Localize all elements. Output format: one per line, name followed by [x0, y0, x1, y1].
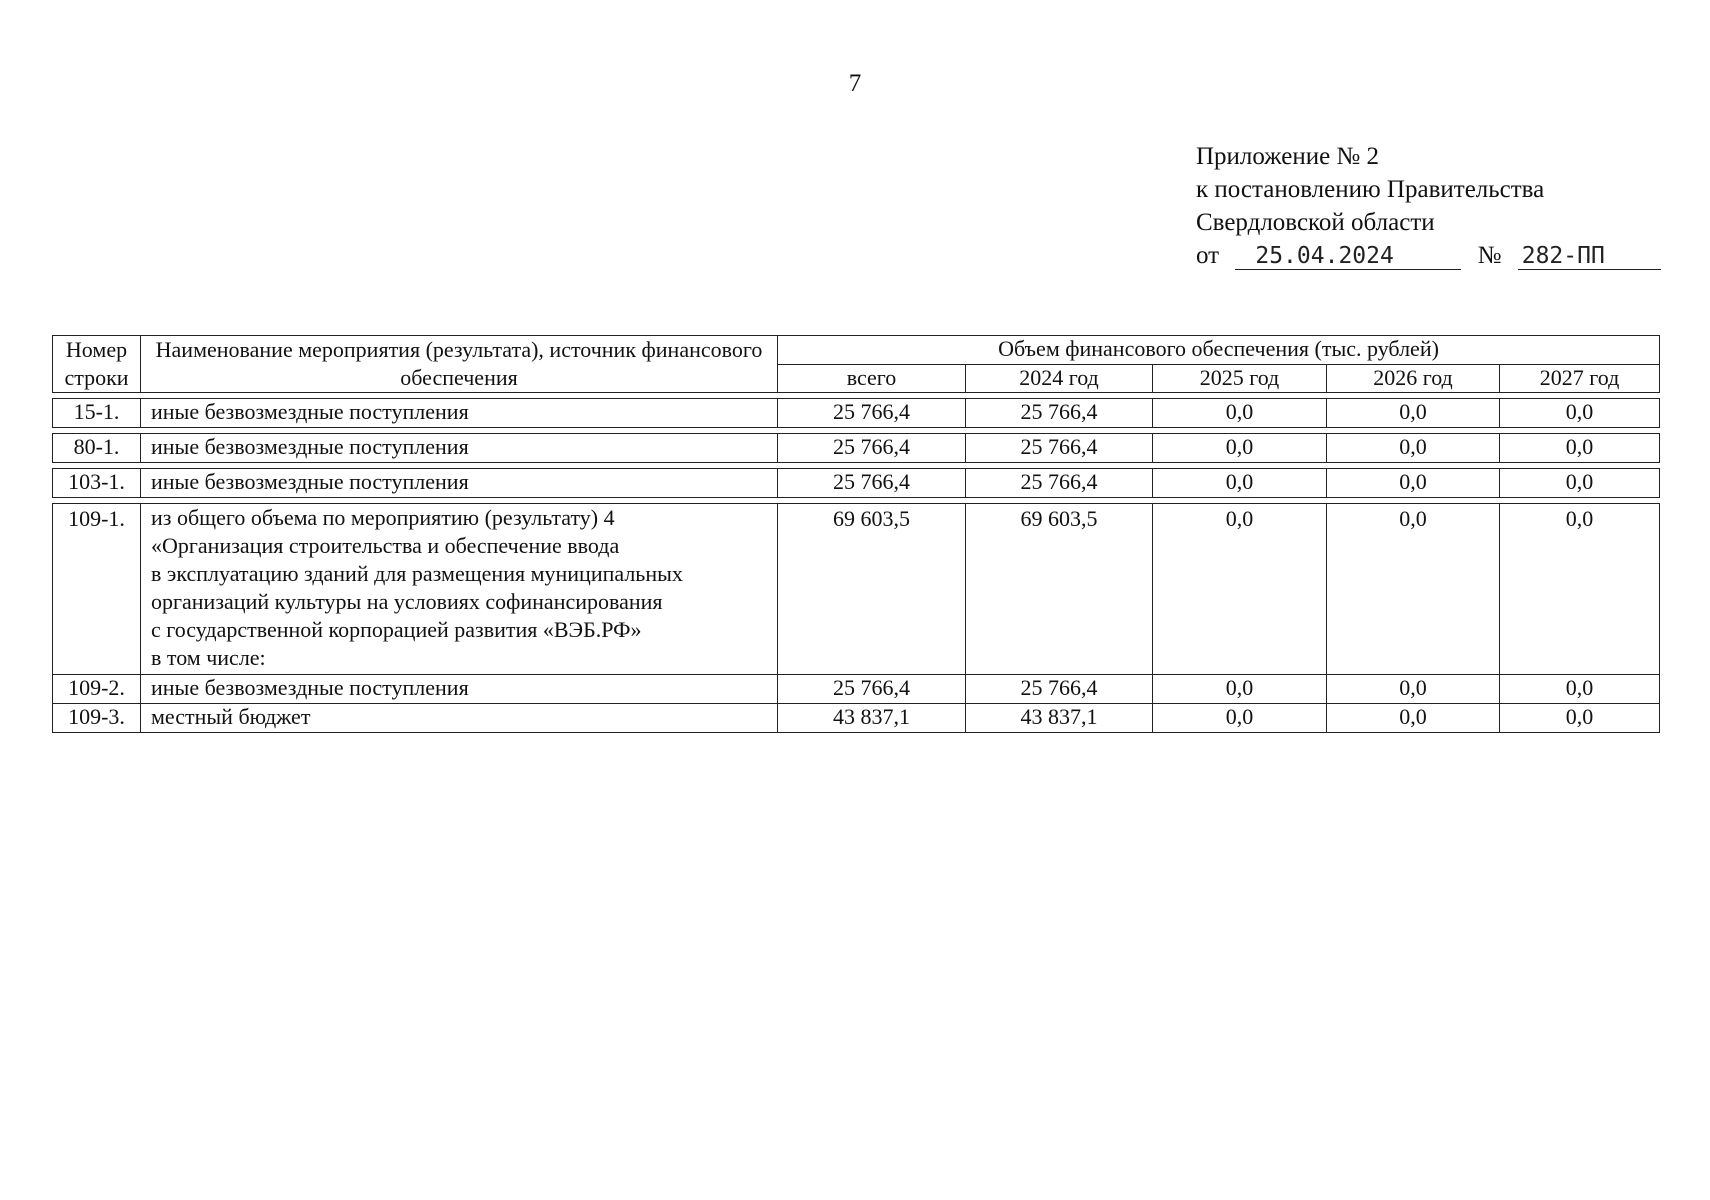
value-2027: 0,0	[1500, 469, 1660, 498]
row-number: 80-1.	[53, 434, 141, 463]
row-name-line: в том числе:	[151, 645, 266, 670]
row-name: иные безвозмездные поступления	[141, 399, 778, 428]
value-2024: 25 766,4	[966, 399, 1153, 428]
table-row	[53, 504, 1660, 675]
header-volume: Объем финансового обеспечения (тыс. рублей)	[778, 336, 1660, 365]
row-number: 103-1.	[53, 469, 141, 498]
table-header-row	[53, 336, 1660, 365]
value-2027: 0,0	[1500, 434, 1660, 463]
value-2024: 25 766,4	[966, 675, 1153, 704]
page-number: 7	[848, 70, 862, 97]
value-2026: 0,0	[1327, 469, 1500, 498]
appendix-block	[1196, 140, 1661, 272]
table-row	[53, 434, 1660, 463]
value-2025: 0,0	[1153, 704, 1327, 733]
value-2025: 0,0	[1153, 469, 1327, 498]
value-2025: 0,0	[1153, 434, 1327, 463]
row-name: иные безвозмездные поступления	[141, 469, 778, 498]
value-total: 69 603,5	[778, 504, 966, 675]
appendix-resolution-line: к постановлению Правительства	[1196, 176, 1545, 203]
resolution-number: 282-ПП	[1518, 243, 1661, 270]
row-name: местный бюджет	[141, 704, 778, 733]
row-name-line: с государственной корпорацией развития «ВЭБ.РФ»	[151, 617, 642, 642]
value-total: 25 766,4	[778, 469, 966, 498]
resolution-date: 25.04.2024	[1235, 243, 1461, 270]
value-2027: 0,0	[1500, 704, 1660, 733]
value-2026: 0,0	[1327, 675, 1500, 704]
row-name-line: организаций культуры на условиях софинансирования	[151, 589, 663, 614]
row-name: иные безвозмездные поступления	[141, 434, 778, 463]
value-2025: 0,0	[1153, 504, 1327, 675]
value-total: 25 766,4	[778, 675, 966, 704]
row-name	[141, 504, 778, 675]
value-2026: 0,0	[1327, 504, 1500, 675]
table-row	[53, 399, 1660, 428]
value-2025: 0,0	[1153, 399, 1327, 428]
value-total: 25 766,4	[778, 434, 966, 463]
financing-table-wrap	[52, 335, 1659, 733]
row-number: 15-1.	[53, 399, 141, 428]
row-name-line: из общего объема по мероприятию (результату) 4	[151, 505, 615, 530]
value-2026: 0,0	[1327, 399, 1500, 428]
header-col-2026: 2026 год	[1327, 364, 1500, 393]
value-2024: 25 766,4	[966, 469, 1153, 498]
header-col-2025: 2025 год	[1153, 364, 1327, 393]
value-2026: 0,0	[1327, 434, 1500, 463]
appendix-date-number-line	[1196, 239, 1661, 272]
row-number: 109-3.	[53, 704, 141, 733]
appendix-title: Приложение № 2	[1196, 143, 1380, 170]
value-2024: 25 766,4	[966, 434, 1153, 463]
row-number: 109-2.	[53, 675, 141, 704]
value-2027: 0,0	[1500, 675, 1660, 704]
value-2027: 0,0	[1500, 504, 1660, 675]
header-row-number: Номер строки	[53, 336, 141, 393]
number-sign: №	[1477, 242, 1502, 269]
value-2025: 0,0	[1153, 675, 1327, 704]
value-2024: 69 603,5	[966, 504, 1153, 675]
header-col-2024: 2024 год	[966, 364, 1153, 393]
table-row	[53, 704, 1660, 733]
table-row	[53, 469, 1660, 498]
value-2024: 43 837,1	[966, 704, 1153, 733]
value-total: 43 837,1	[778, 704, 966, 733]
table-row	[53, 675, 1660, 704]
row-name-line: в эксплуатацию зданий для размещения муниципальных	[151, 561, 683, 586]
row-name-line: «Организация строительства и обеспечение ввода	[151, 533, 620, 558]
header-col-total: всего	[778, 364, 966, 393]
value-2026: 0,0	[1327, 704, 1500, 733]
row-name: иные безвозмездные поступления	[141, 675, 778, 704]
header-name: Наименование мероприятия (результата), источник финансового обеспечения	[141, 336, 778, 393]
value-2027: 0,0	[1500, 399, 1660, 428]
header-col-2027: 2027 год	[1500, 364, 1660, 393]
date-prefix: от	[1196, 242, 1220, 269]
row-number: 109-1.	[53, 504, 141, 675]
value-total: 25 766,4	[778, 399, 966, 428]
appendix-region-line: Свердловской области	[1196, 209, 1435, 236]
financing-table	[52, 335, 1660, 733]
